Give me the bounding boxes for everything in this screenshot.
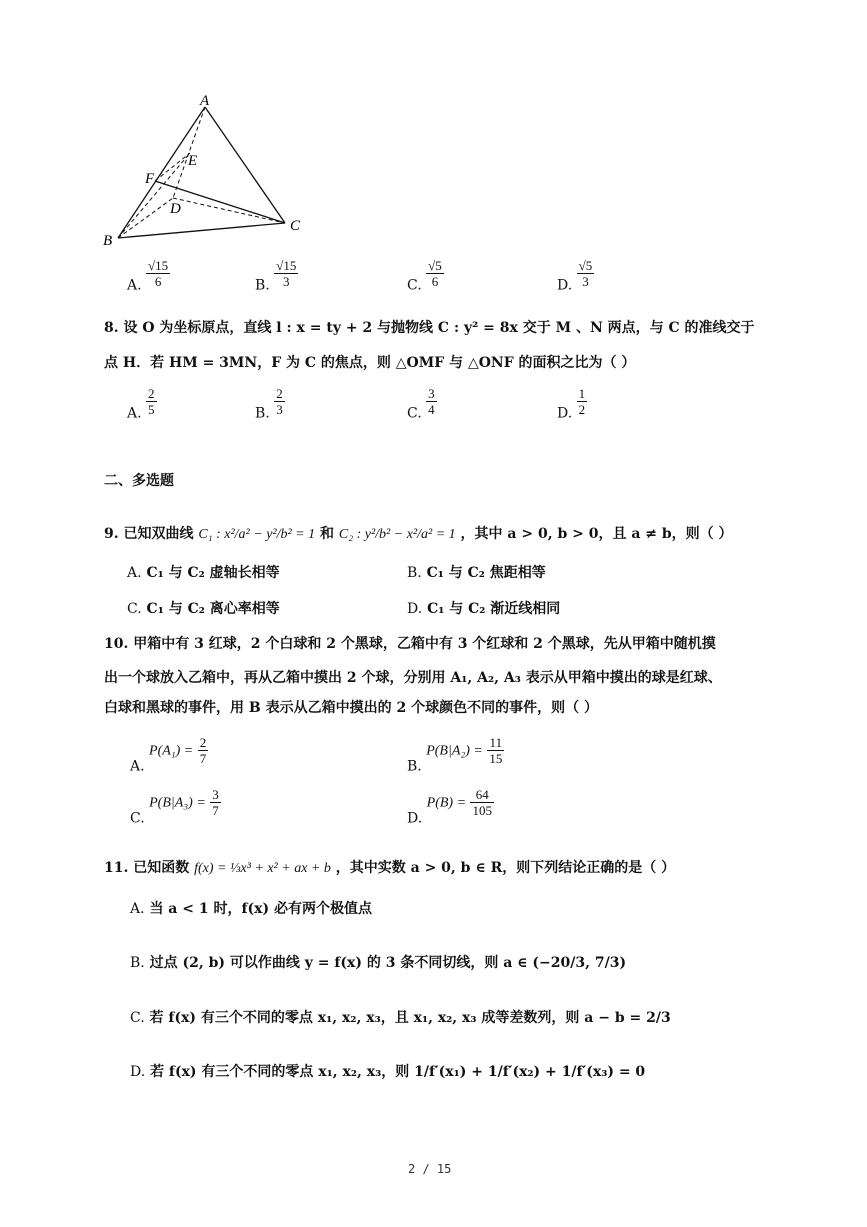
- section-heading: 二、多选题: [104, 473, 174, 489]
- label-A: A: [200, 95, 210, 109]
- q10-stem-line3: 白球和黑球的事件，用 B 表示从乙箱中摸出的 2 个球颜色不同的事件，则（ ）: [104, 700, 598, 716]
- q10-option-c: C. P(B|A₃) = $\frac{3}{7}$: [130, 787, 219, 827]
- q9-option-d: D. C₁ 与 C₂ 渐近线相同: [407, 601, 561, 617]
- q11-option-c: C. 若 f(x) 有三个不同的零点 x₁, x₂, x₃，且 x₁, x₂, x₃ 成等差数列，则 a − b = 2/3: [130, 1010, 671, 1026]
- page-number: 2 / 15: [408, 1162, 452, 1176]
- q10-option-d: D. P(B) = $\frac{64}{105}$: [407, 787, 492, 827]
- q9-option-b: B. C₁ 与 C₂ 焦距相等: [407, 565, 546, 581]
- q8-option-a: A. $\frac{2}{5}$: [127, 386, 155, 422]
- q7-option-b: B. $\frac{√15}{3}$: [255, 258, 297, 294]
- q10-option-b: B. P(B|A₂) = $\frac{11}{15}$: [407, 735, 503, 775]
- q10-stem-line1: 10. 甲箱中有 3 红球，2 个白球和 2 个黑球，乙箱中有 3 个红球和 2 个黑球，先从甲箱中随机摸: [104, 636, 716, 652]
- q8-stem-line1: 8. 设 O 为坐标原点，直线 l : x = ty + 2 与抛物线 C : y² = 8x 交于 M 、N 两点，与 C 的准线交于: [104, 320, 755, 336]
- tetrahedron-figure: [95, 95, 325, 255]
- q11-option-d: D. 若 f(x) 有三个不同的零点 x₁, x₂, x₃，则 1/f′(x₁) + 1/f′(x₂) + 1/f′(x₃) = 0: [130, 1064, 646, 1080]
- q7-option-d: D. $\frac{√5}{3}$: [557, 258, 593, 294]
- label-B: B: [103, 233, 113, 249]
- q11-option-b: B. 过点 (2, b) 可以作曲线 y = f(x) 的 3 条不同切线，则 a ∈ (−20/3, 7/3): [130, 955, 627, 971]
- q9-option-a: A. C₁ 与 C₂ 虚轴长相等: [127, 565, 280, 581]
- q8-option-c: C. $\frac{3}{4}$: [407, 386, 435, 422]
- q7-option-c: C. $\frac{√5}{6}$: [407, 258, 442, 294]
- label-C: C: [290, 218, 301, 234]
- q9-option-c: C. C₁ 与 C₂ 离心率相等: [127, 601, 280, 617]
- label-F: F: [145, 171, 155, 187]
- label-E: E: [188, 153, 198, 169]
- q7-option-a: A. $\frac{√15}{6}$: [127, 258, 169, 294]
- q8-option-d: D. $\frac{1}{2}$: [557, 386, 586, 422]
- q10-stem-line2: 出一个球放入乙箱中，再从乙箱中摸出 2 个球，分别用 A₁, A₂, A₃ 表示从甲箱中摸出的球是红球、: [104, 670, 722, 686]
- q11-option-a: A. 当 a < 1 时，f(x) 必有两个极值点: [130, 901, 372, 917]
- q11-stem: 11. 已知函数 f(x) = ⅓x³ + x² + ax + b ，其中实数 a > 0, b ∈ R，则下列结论正确的是（ ）: [104, 860, 676, 876]
- q8-stem-line2: 点 H．若 HM = 3MN，F 为 C 的焦点，则 △OMF 与 △ONF 的面积之比为（ ）: [104, 355, 636, 371]
- q8-option-b: B. $\frac{2}{3}$: [255, 386, 283, 422]
- q9-stem: 9. 已知双曲线 C₁ : x²/a² − y²/b² = 1 和 C₂ : y²/b² − x²/a² = 1 ，其中 a > 0, b > 0，且 a ≠ b，则（ ）: [104, 526, 733, 542]
- label-D: D: [170, 201, 181, 217]
- q10-option-a: A. P(A₁) = $\frac{2}{7}$: [130, 735, 207, 775]
